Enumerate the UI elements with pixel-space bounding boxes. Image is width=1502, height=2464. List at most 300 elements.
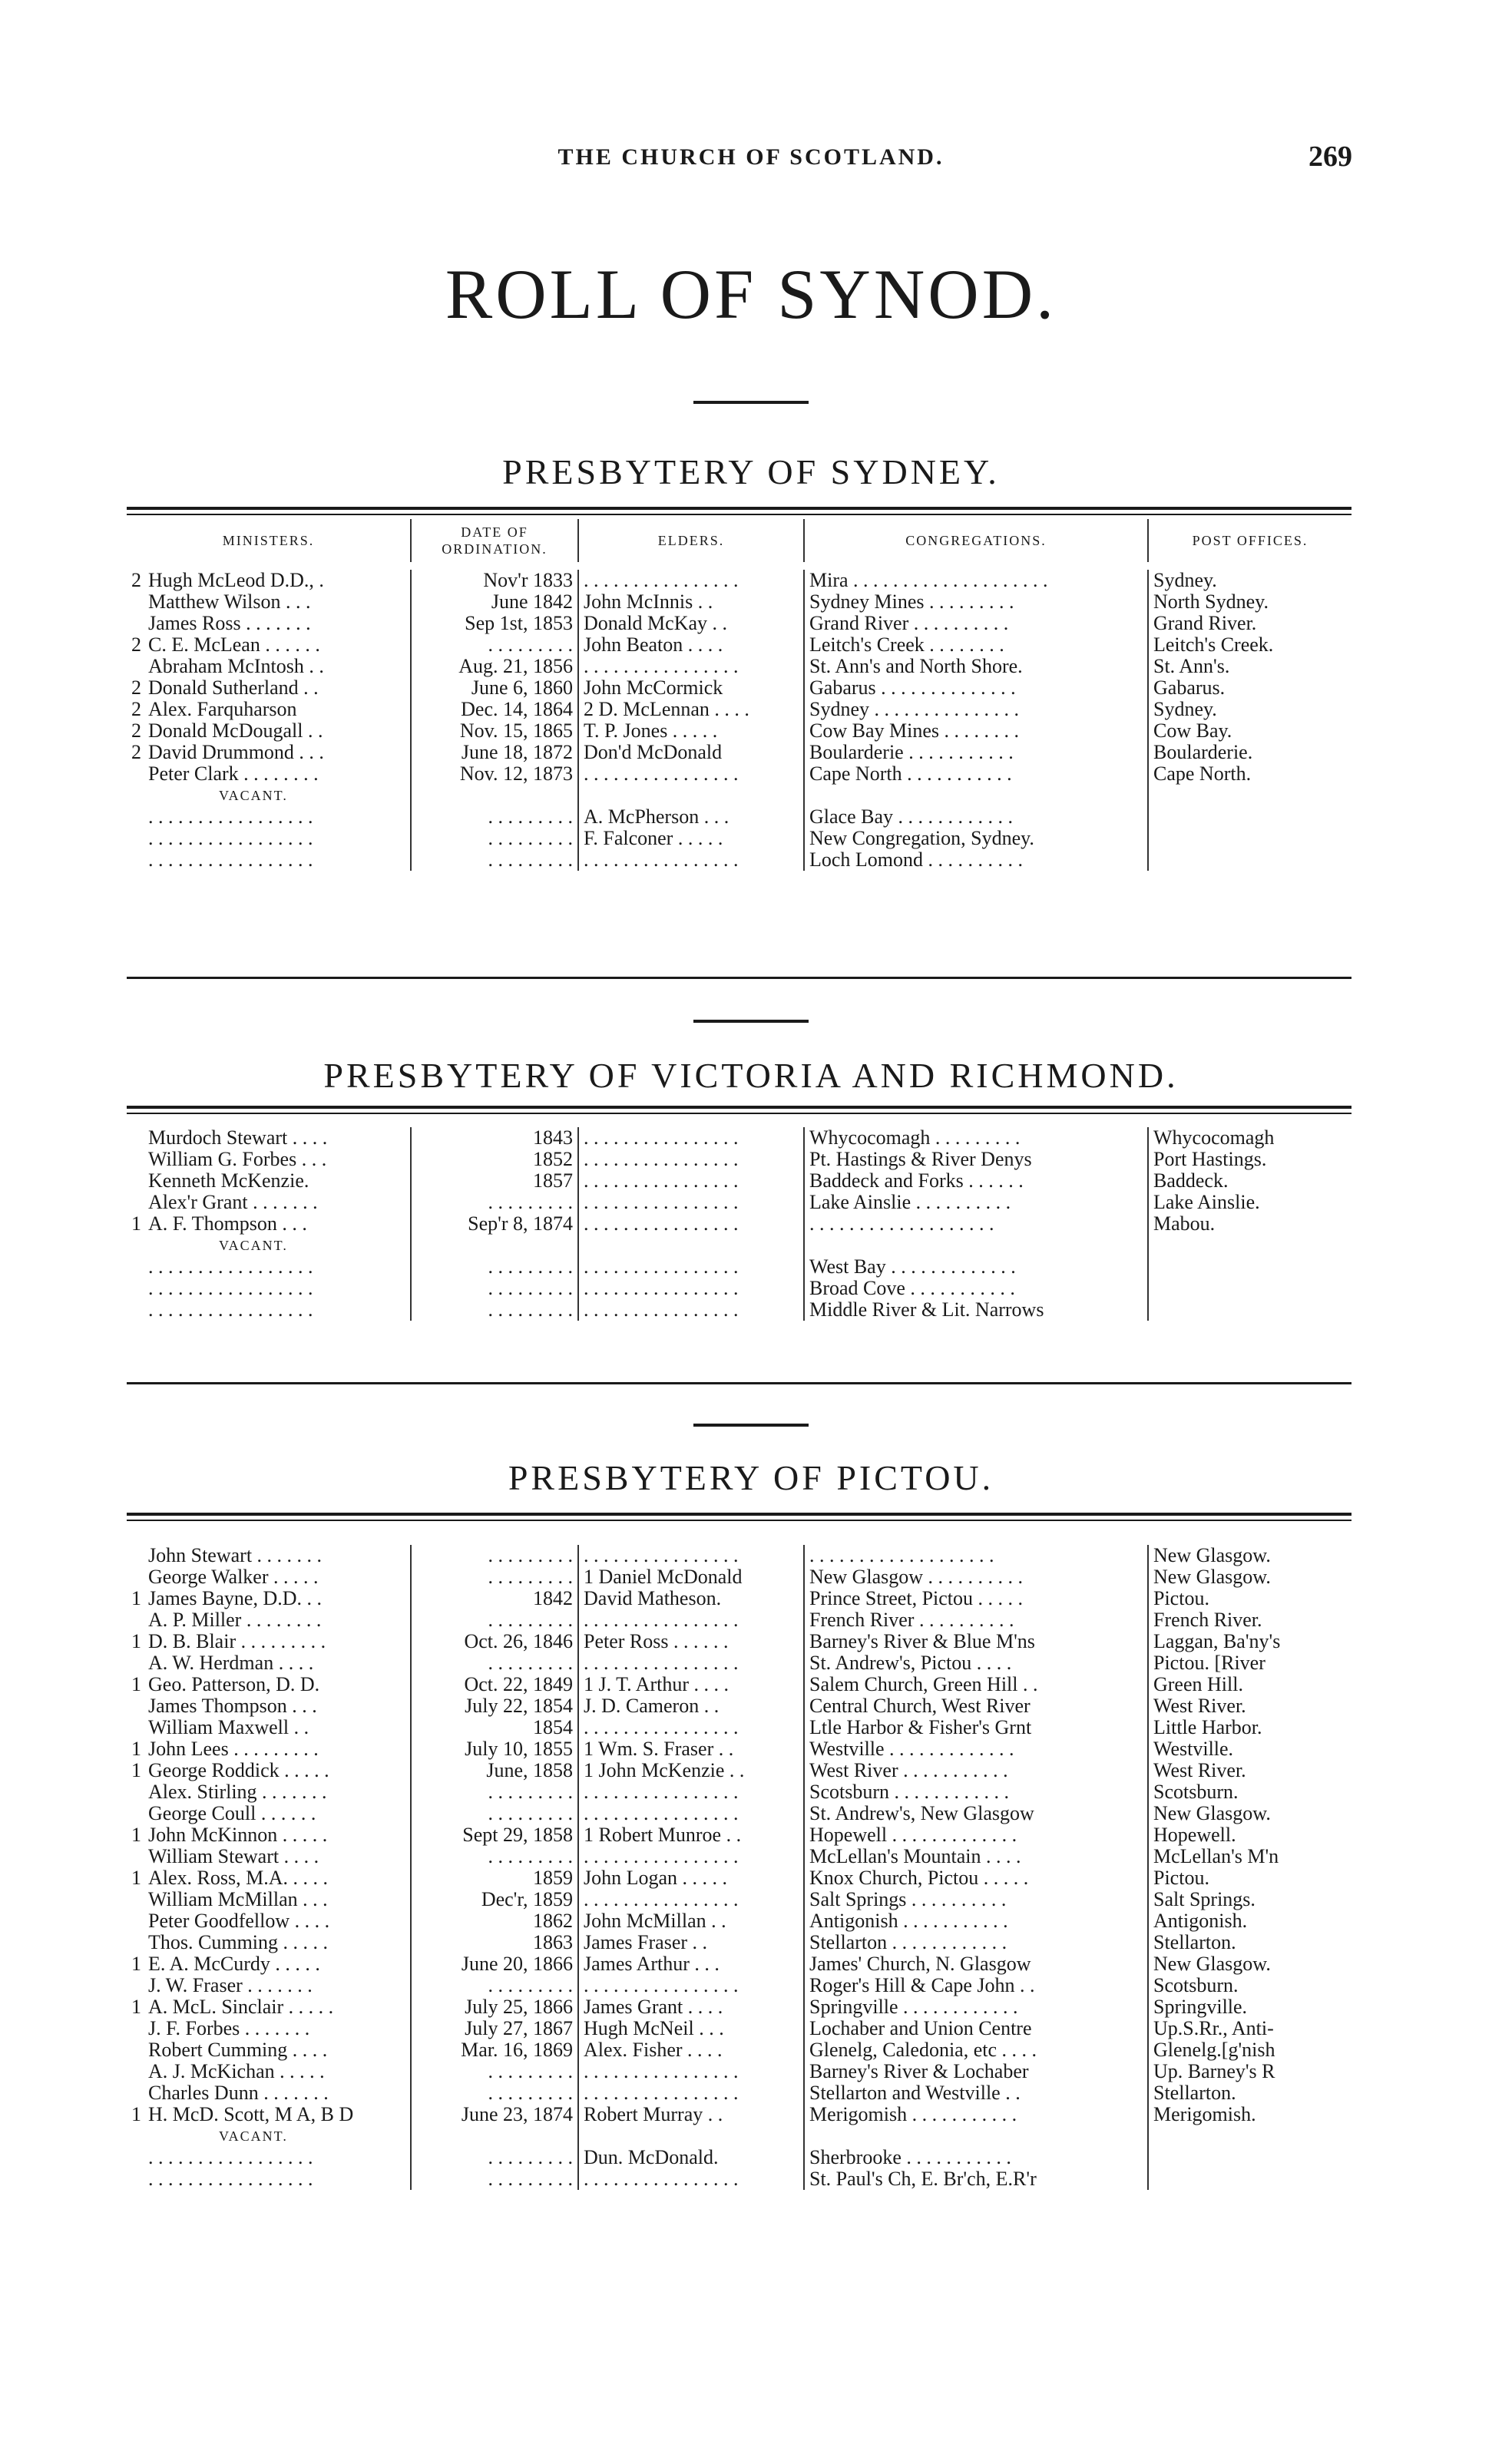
date-cell: Nov. 12, 1873: [411, 763, 578, 785]
congregation-cell: Springville . . . . . . . . . . . .: [804, 1996, 1148, 2018]
date-cell: June 1842: [411, 591, 578, 613]
elder-cell: Don'd McDonald: [578, 742, 804, 763]
table-row: [127, 656, 1351, 677]
minister-name: A. McL. Sinclair . . . . .: [148, 1996, 334, 2018]
minister-name: William Stewart . . . .: [148, 1846, 319, 1867]
minister-cell: [127, 742, 411, 763]
table-row: [127, 1695, 1351, 1717]
date-cell: . . . . . . . . .: [411, 828, 578, 849]
minister-cell: [127, 1975, 411, 1996]
post-office-cell: Little Harbor.: [1148, 1717, 1351, 1738]
table-row: [127, 1545, 1351, 1566]
congregation-cell: New Congregation, Sydney.: [804, 828, 1148, 849]
date-cell: Oct. 22, 1849: [411, 1674, 578, 1695]
table-row: [127, 2125, 1351, 2147]
date-cell: . . . . . . . . .: [411, 806, 578, 828]
post-office-cell: Glenelg.[g'nish: [1148, 2039, 1351, 2061]
minister-name: George Coull . . . . . .: [148, 1803, 316, 1824]
post-office-cell: Pictou. [River: [1148, 1652, 1351, 1674]
date-cell: . . . . . . . . .: [411, 1278, 578, 1299]
mark-number: 1: [131, 1867, 141, 1889]
congregation-cell: Ltle Harbor & Fisher's Grnt: [804, 1717, 1148, 1738]
elder-cell: 1 Wm. S. Fraser . .: [578, 1738, 804, 1760]
elder-cell: Donald McKay . .: [578, 613, 804, 634]
table-row: [127, 1631, 1351, 1652]
minister-cell: [127, 2018, 411, 2039]
mark-number: 1: [131, 2104, 141, 2125]
table-row: [127, 1299, 1351, 1321]
elder-cell: F. Falconer . . . . .: [578, 828, 804, 849]
elder-cell: . . . . . . . . . . . . . . . .: [578, 566, 804, 591]
elder-cell: . . . . . . . . . . . . . . . .: [578, 1889, 804, 1910]
date-cell: July 25, 1866: [411, 1996, 578, 2018]
elder-cell: 1 Robert Munroe . .: [578, 1824, 804, 1846]
table-row: [127, 2168, 1351, 2190]
table-row: [127, 1781, 1351, 1803]
congregation-cell: Baddeck and Forks . . . . . .: [804, 1170, 1148, 1192]
post-office-cell: North Sydney.: [1148, 591, 1351, 613]
elder-cell: John McMillan . .: [578, 1910, 804, 1932]
post-office-cell: Grand River.: [1148, 613, 1351, 634]
minister-cell: [127, 806, 411, 828]
date-cell: July 27, 1867: [411, 2018, 578, 2039]
minister-cell: [127, 1256, 411, 1278]
minister-name: Charles Dunn . . . . . . .: [148, 2082, 329, 2104]
date-cell: . . . . . . . . .: [411, 1781, 578, 1803]
table-row: [127, 1760, 1351, 1781]
date-cell: . . . . . . . . .: [411, 1566, 578, 1588]
minister-cell: [127, 1299, 411, 1321]
minister-name: . . . . . . . . . . . . . . . . .: [148, 849, 313, 871]
congregation-cell: Pt. Hastings & River Denys: [804, 1149, 1148, 1170]
elder-cell: John McCormick: [578, 677, 804, 699]
running-title: THE CHURCH OF SCOTLAND.: [557, 144, 945, 170]
table-row: [127, 1213, 1351, 1235]
congregation-cell: [804, 2125, 1148, 2147]
minister-name: . . . . . . . . . . . . . . . . .: [148, 828, 313, 849]
col-header-post-offices: POST OFFICES.: [1148, 519, 1351, 566]
vacant-label: VACANT.: [219, 2128, 288, 2144]
table-row: [127, 2147, 1351, 2168]
minister-name: H. McD. Scott, M A, B D: [148, 2104, 354, 2125]
table-row: [127, 1932, 1351, 1953]
date-cell: . . . . . . . . .: [411, 2061, 578, 2082]
post-office-cell: Scotsburn.: [1148, 1781, 1351, 1803]
date-cell: 1863: [411, 1932, 578, 1953]
post-office-cell: Springville.: [1148, 1996, 1351, 2018]
elder-cell: . . . . . . . . . . . . . . . .: [578, 1652, 804, 1674]
date-cell: 1852: [411, 1149, 578, 1170]
date-cell: June 23, 1874: [411, 2104, 578, 2125]
minister-name: . . . . . . . . . . . . . . . . .: [148, 806, 313, 828]
pictou-table: [127, 1545, 1351, 2190]
mark-number: 2: [131, 699, 141, 720]
elder-cell: T. P. Jones . . . . .: [578, 720, 804, 742]
date-cell: Aug. 21, 1856: [411, 656, 578, 677]
congregation-cell: St. Andrew's, New Glasgow: [804, 1803, 1148, 1824]
minister-cell: [127, 2082, 411, 2104]
elder-cell: John Beaton . . . .: [578, 634, 804, 656]
post-cell: [1148, 785, 1351, 806]
sydney-end-rule: [127, 977, 1351, 979]
elder-cell: 2 D. McLennan . . . .: [578, 699, 804, 720]
elder-cell: Dun. McDonald.: [578, 2147, 804, 2168]
table-row: [127, 2061, 1351, 2082]
minister-cell: [127, 1953, 411, 1975]
post-office-cell: [1148, 1278, 1351, 1299]
post-office-cell: [1148, 806, 1351, 828]
elder-cell: . . . . . . . . . . . . . . . .: [578, 1781, 804, 1803]
minister-name: A. P. Miller . . . . . . . .: [148, 1609, 322, 1631]
date-cell: . . . . . . . . .: [411, 634, 578, 656]
table-row: [127, 566, 1351, 591]
date-cell: Dec'r, 1859: [411, 1889, 578, 1910]
table-row: [127, 1803, 1351, 1824]
elder-cell: . . . . . . . . . . . . . . . .: [578, 1149, 804, 1170]
minister-cell: [127, 1867, 411, 1889]
congregation-cell: St. Paul's Ch, E. Br'ch, E.R'r: [804, 2168, 1148, 2190]
elder-cell: 1 John McKenzie . .: [578, 1760, 804, 1781]
elder-cell: . . . . . . . . . . . . . . . .: [578, 2082, 804, 2104]
minister-cell: [127, 591, 411, 613]
minister-cell: [127, 849, 411, 871]
table-header-row: [127, 519, 1351, 566]
post-office-cell: McLellan's M'n: [1148, 1846, 1351, 1867]
table-row: [127, 849, 1351, 871]
table-row: [127, 1192, 1351, 1213]
date-cell: Sep'r 8, 1874: [411, 1213, 578, 1235]
post-office-cell: Boularderie.: [1148, 742, 1351, 763]
post-office-cell: New Glasgow.: [1148, 1566, 1351, 1588]
minister-name: James Thompson . . .: [148, 1695, 317, 1717]
date-cell: . . . . . . . . .: [411, 2082, 578, 2104]
minister-cell: [127, 613, 411, 634]
elder-cell: [578, 2125, 804, 2147]
minister-name: Kenneth McKenzie.: [148, 1170, 309, 1192]
minister-name: A. J. McKichan . . . . .: [148, 2061, 325, 2082]
congregation-cell: Boularderie . . . . . . . . . . .: [804, 742, 1148, 763]
post-office-cell: Pictou.: [1148, 1867, 1351, 1889]
post-office-cell: Up. Barney's R: [1148, 2061, 1351, 2082]
elder-cell: [578, 1235, 804, 1256]
post-office-cell: [1148, 2168, 1351, 2190]
table-row: [127, 1588, 1351, 1609]
table-row: [127, 1609, 1351, 1631]
congregation-cell: Lochaber and Union Centre: [804, 2018, 1148, 2039]
victoria-table: [127, 1127, 1351, 1321]
congregation-cell: Cow Bay Mines . . . . . . . .: [804, 720, 1148, 742]
mark-number: 1: [131, 1213, 141, 1235]
minister-name: James Ross . . . . . . .: [148, 613, 311, 634]
minister-name: John Stewart . . . . . . .: [148, 1545, 323, 1566]
post-office-cell: Antigonish.: [1148, 1910, 1351, 1932]
congregation-cell: Antigonish . . . . . . . . . . .: [804, 1910, 1148, 1932]
mark-number: 2: [131, 720, 141, 742]
congregation-cell: Broad Cove . . . . . . . . . . .: [804, 1278, 1148, 1299]
elder-cell: . . . . . . . . . . . . . . . .: [578, 1975, 804, 1996]
post-office-cell: [1148, 1299, 1351, 1321]
date-cell: . . . . . . . . .: [411, 1609, 578, 1631]
date-cell: Nov'r 1833: [411, 566, 578, 591]
table-row: [127, 634, 1351, 656]
minister-cell: [127, 1545, 411, 1566]
table-row: [127, 806, 1351, 828]
post-cell: [1148, 2125, 1351, 2147]
section-double-rule: [127, 1106, 1351, 1114]
date-cell: Mar. 16, 1869: [411, 2039, 578, 2061]
date-cell: 1859: [411, 1867, 578, 1889]
congregation-cell: Loch Lomond . . . . . . . . . .: [804, 849, 1148, 871]
table-row: [127, 1674, 1351, 1695]
elder-cell: . . . . . . . . . . . . . . . .: [578, 1846, 804, 1867]
minister-name: Peter Clark . . . . . . . .: [148, 763, 319, 785]
table-row: [127, 1170, 1351, 1192]
congregation-cell: Gabarus . . . . . . . . . . . . . .: [804, 677, 1148, 699]
date-cell: . . . . . . . . .: [411, 1803, 578, 1824]
table-row: [127, 1738, 1351, 1760]
table-row: [127, 1235, 1351, 1256]
congregation-cell: West Bay . . . . . . . . . . . . .: [804, 1256, 1148, 1278]
congregation-cell: Hopewell . . . . . . . . . . . . .: [804, 1824, 1148, 1846]
minister-cell: [127, 1192, 411, 1213]
minister-cell: [127, 1738, 411, 1760]
minister-cell: [127, 1213, 411, 1235]
table-row: [127, 720, 1351, 742]
vacant-label: VACANT.: [219, 788, 288, 803]
post-office-cell: Sydney.: [1148, 699, 1351, 720]
date-cell: . . . . . . . . .: [411, 849, 578, 871]
minister-name: . . . . . . . . . . . . . . . . .: [148, 2168, 313, 2190]
minister-name: D. B. Blair . . . . . . . . .: [148, 1631, 326, 1652]
date-cell: June 18, 1872: [411, 742, 578, 763]
elder-cell: . . . . . . . . . . . . . . . .: [578, 2168, 804, 2190]
congregation-cell: Leitch's Creek . . . . . . . .: [804, 634, 1148, 656]
minister-cell: [127, 763, 411, 785]
table-row: [127, 2039, 1351, 2061]
elder-cell: [578, 785, 804, 806]
date-cell: . . . . . . . . .: [411, 2168, 578, 2190]
minister-name: C. E. McLean . . . . . .: [148, 634, 320, 656]
date-cell: [411, 1235, 578, 1256]
minister-name: Alex. Ross, M.A. . . . .: [148, 1867, 329, 1889]
mark-number: 2: [131, 677, 141, 699]
minister-cell: [127, 1149, 411, 1170]
congregation-cell: Scotsburn . . . . . . . . . . . .: [804, 1781, 1148, 1803]
elder-cell: . . . . . . . . . . . . . . . .: [578, 1803, 804, 1824]
table-row: [127, 1996, 1351, 2018]
congregation-cell: Salt Springs . . . . . . . . . .: [804, 1889, 1148, 1910]
minister-name: Alex. Stirling . . . . . . .: [148, 1781, 327, 1803]
date-cell: 1843: [411, 1127, 578, 1149]
minister-cell: [127, 677, 411, 699]
congregation-cell: Cape North . . . . . . . . . . .: [804, 763, 1148, 785]
table-row: [127, 1652, 1351, 1674]
col-header-ministers: MINISTERS.: [222, 533, 315, 548]
minister-cell: [127, 1170, 411, 1192]
table-row: [127, 1846, 1351, 1867]
elder-cell: Hugh McNeil . . .: [578, 2018, 804, 2039]
table-row: [127, 1824, 1351, 1846]
post-office-cell: Leitch's Creek.: [1148, 634, 1351, 656]
title-rule: [693, 401, 809, 404]
date-cell: . . . . . . . . .: [411, 1975, 578, 1996]
table-row: [127, 763, 1351, 785]
post-office-cell: Hopewell.: [1148, 1824, 1351, 1846]
elder-cell: Alex. Fisher . . . .: [578, 2039, 804, 2061]
minister-name: Peter Goodfellow . . . .: [148, 1910, 330, 1932]
minister-cell: [127, 1278, 411, 1299]
date-cell: [411, 785, 578, 806]
date-cell: . . . . . . . . .: [411, 1192, 578, 1213]
mark-number: 1: [131, 1996, 141, 2018]
elder-cell: . . . . . . . . . . . . . . . .: [578, 1278, 804, 1299]
congregation-cell: Roger's Hill & Cape John . .: [804, 1975, 1148, 1996]
minister-name: . . . . . . . . . . . . . . . . .: [148, 2147, 313, 2168]
minister-cell: [127, 1824, 411, 1846]
section-title-victoria: PRESBYTERY OF VICTORIA AND RICHMOND.: [323, 1056, 1179, 1095]
mark-number: 2: [131, 569, 141, 591]
post-office-cell: Lake Ainslie.: [1148, 1192, 1351, 1213]
congregation-cell: Barney's River & Blue M'ns: [804, 1631, 1148, 1652]
congregation-cell: McLellan's Mountain . . . .: [804, 1846, 1148, 1867]
post-office-cell: Westville.: [1148, 1738, 1351, 1760]
congregation-cell: Sydney Mines . . . . . . . . .: [804, 591, 1148, 613]
victoria-end-rule: [127, 1382, 1351, 1384]
congregation-cell: St. Andrew's, Pictou . . . .: [804, 1652, 1148, 1674]
minister-cell: [127, 1652, 411, 1674]
section-title-sydney: PRESBYTERY OF SYDNEY.: [502, 452, 1000, 491]
congregation-cell: Glace Bay . . . . . . . . . . . .: [804, 806, 1148, 828]
date-cell: 1857: [411, 1170, 578, 1192]
congregation-cell: West River . . . . . . . . . . .: [804, 1760, 1148, 1781]
post-office-cell: [1148, 2147, 1351, 2168]
elder-cell: . . . . . . . . . . . . . . . .: [578, 1170, 804, 1192]
date-cell: . . . . . . . . .: [411, 1299, 578, 1321]
section-title-pictou: PRESBYTERY OF PICTOU.: [508, 1458, 994, 1497]
date-cell: June 20, 1866: [411, 1953, 578, 1975]
post-office-cell: Merigomish.: [1148, 2104, 1351, 2125]
congregation-cell: Sydney . . . . . . . . . . . . . . .: [804, 699, 1148, 720]
table-row: [127, 1975, 1351, 1996]
post-office-cell: Pictou.: [1148, 1588, 1351, 1609]
mark-number: 1: [131, 1588, 141, 1609]
congregation-cell: Barney's River & Lochaber: [804, 2061, 1148, 2082]
elder-cell: . . . . . . . . . . . . . . . .: [578, 1127, 804, 1149]
post-office-cell: Scotsburn.: [1148, 1975, 1351, 1996]
table-row: [127, 828, 1351, 849]
vacant-label: VACANT.: [219, 1238, 288, 1253]
col-header-elders: ELDERS.: [578, 519, 804, 566]
section-rule: [693, 1424, 809, 1427]
table-row: [127, 1566, 1351, 1588]
elder-cell: J. D. Cameron . .: [578, 1695, 804, 1717]
table-row: [127, 2104, 1351, 2125]
mark-number: 2: [131, 634, 141, 656]
post-office-cell: Stellarton.: [1148, 2082, 1351, 2104]
post-office-cell: Mabou.: [1148, 1213, 1351, 1235]
date-cell: 1862: [411, 1910, 578, 1932]
post-office-cell: Laggan, Ba'ny's: [1148, 1631, 1351, 1652]
elder-cell: James Arthur . . .: [578, 1953, 804, 1975]
congregation-cell: Merigomish . . . . . . . . . . .: [804, 2104, 1148, 2125]
minister-cell: [127, 2147, 411, 2168]
col-header-congregations: CONGREGATIONS.: [804, 519, 1148, 566]
table-row: [127, 1278, 1351, 1299]
sydney-table: [127, 519, 1351, 871]
congregation-cell: New Glasgow . . . . . . . . . .: [804, 1566, 1148, 1588]
minister-cell: [127, 1127, 411, 1149]
minister-cell: [127, 720, 411, 742]
congregation-cell: . . . . . . . . . . . . . . . . . . .: [804, 1213, 1148, 1235]
minister-name: Hugh McLeod D.D., .: [148, 569, 324, 591]
minister-name: Alex'r Grant . . . . . . .: [148, 1192, 318, 1213]
minister-cell: [127, 1760, 411, 1781]
date-cell: . . . . . . . . .: [411, 1846, 578, 1867]
congregation-cell: Stellarton . . . . . . . . . . . .: [804, 1932, 1148, 1953]
congregation-cell: Knox Church, Pictou . . . . .: [804, 1867, 1148, 1889]
congregation-cell: Westville . . . . . . . . . . . . .: [804, 1738, 1148, 1760]
date-cell: . . . . . . . . .: [411, 1652, 578, 1674]
minister-cell: [127, 2168, 411, 2190]
elder-cell: . . . . . . . . . . . . . . . .: [578, 656, 804, 677]
minister-name: A. W. Herdman . . . .: [148, 1652, 314, 1674]
date-cell: Sep 1st, 1853: [411, 613, 578, 634]
post-office-cell: Gabarus.: [1148, 677, 1351, 699]
table-row: [127, 1910, 1351, 1932]
date-cell: July 22, 1854: [411, 1695, 578, 1717]
minister-name: A. F. Thompson . . .: [148, 1213, 307, 1235]
post-office-cell: French River.: [1148, 1609, 1351, 1631]
header-double-rule: [127, 507, 1351, 515]
minister-name: Alex. Farquharson: [148, 699, 297, 720]
table-row: [127, 1717, 1351, 1738]
date-cell: 1842: [411, 1588, 578, 1609]
minister-name: Matthew Wilson . . .: [148, 591, 311, 613]
running-head: [0, 141, 1502, 175]
minister-name: George Walker . . . . .: [148, 1566, 319, 1588]
post-office-cell: Sydney.: [1148, 566, 1351, 591]
post-office-cell: Cape North.: [1148, 763, 1351, 785]
mark-number: 2: [131, 742, 141, 763]
minister-name: . . . . . . . . . . . . . . . . .: [148, 1278, 313, 1299]
minister-name: William McMillan . . .: [148, 1889, 328, 1910]
post-office-cell: [1148, 1256, 1351, 1278]
post-cell: [1148, 1235, 1351, 1256]
page-number: 269: [1308, 141, 1352, 173]
congregation-cell: [804, 1235, 1148, 1256]
post-office-cell: Cow Bay.: [1148, 720, 1351, 742]
post-office-cell: Salt Springs.: [1148, 1889, 1351, 1910]
table-row: [127, 1889, 1351, 1910]
date-cell: June 6, 1860: [411, 677, 578, 699]
page-title: ROLL OF SYNOD.: [445, 255, 1057, 333]
elder-cell: . . . . . . . . . . . . . . . .: [578, 1717, 804, 1738]
minister-cell: [127, 1781, 411, 1803]
minister-cell: [127, 656, 411, 677]
minister-name: Geo. Patterson, D. D.: [148, 1674, 320, 1695]
post-office-cell: Green Hill.: [1148, 1674, 1351, 1695]
congregation-cell: Mira . . . . . . . . . . . . . . . . . . . .: [804, 566, 1148, 591]
post-office-cell: Up.S.Rr., Anti-: [1148, 2018, 1351, 2039]
congregation-cell: Sherbrooke . . . . . . . . . . .: [804, 2147, 1148, 2168]
minister-cell: [127, 1588, 411, 1609]
post-office-cell: New Glasgow.: [1148, 1803, 1351, 1824]
minister-cell: [127, 1566, 411, 1588]
minister-cell: [127, 1846, 411, 1867]
minister-name: George Roddick . . . . .: [148, 1760, 329, 1781]
section-rule: [693, 1020, 809, 1023]
minister-cell: [127, 1717, 411, 1738]
